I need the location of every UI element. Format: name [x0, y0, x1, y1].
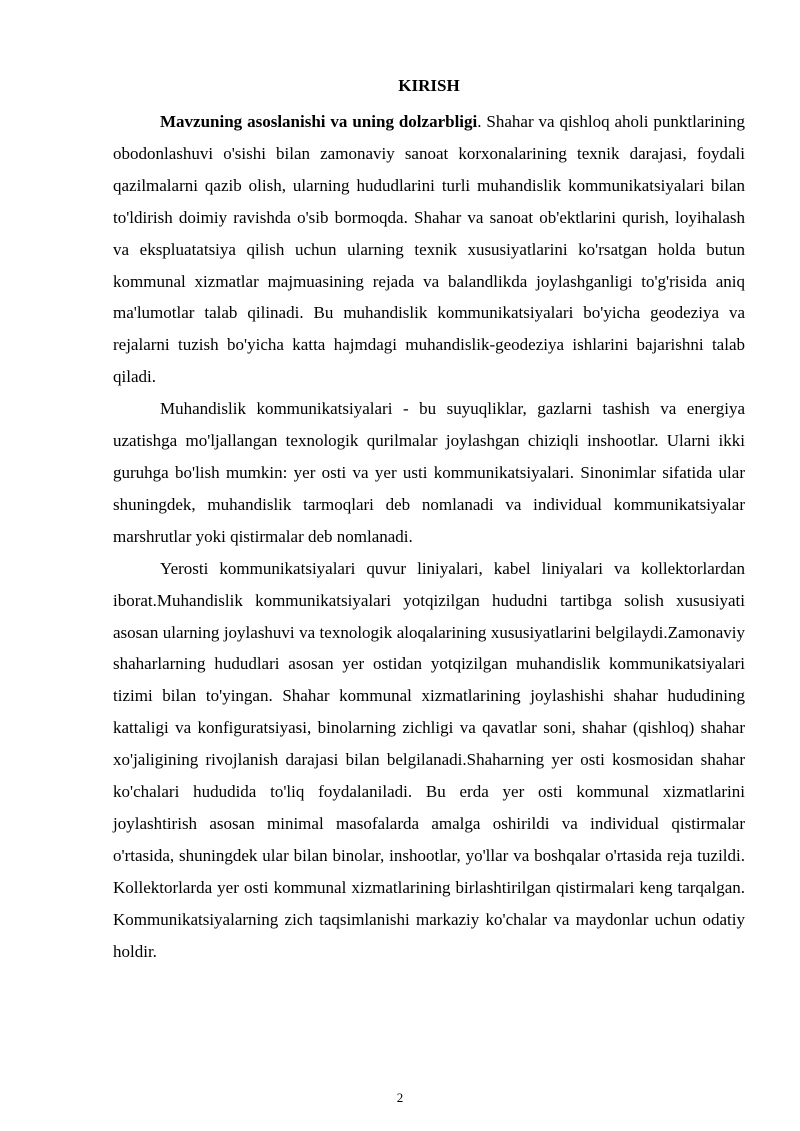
- section-heading: KIRISH: [398, 76, 460, 95]
- paragraph-3-text: Yerosti kommunikatsiyalari quvur liniyalari, kabel liniyalari va kollektorlardan iborat.Muhandislik kommunikatsiyalari yotqizilgan hududni tartibga solish xususiyati asosan ularning joylashuvi va texnologik aloqalarining xususiyatlarini belgilaydi.Zamonaviy shaharlarning hududlari asosan yer ostidan yotqizilgan muhandislik kommunikatsiyalari tizimi bilan to'yingan. Shahar kommunal xizmatlarining joylashishi shahar hududining kattaligi va konfiguratsiyasi, binolarning zichligi va qavatlar soni, shahar (qishloq) shahar xo'jaligining rivojlanish darajasi bilan belgilanadi.Shaharning yer osti kosmosidan shahar ko'chalari hududida to'liq foydalaniladi. Bu erda yer osti kommunal xizmatlarini joylashtirish asosan minimal masofalarda amalga oshirildi va individual qistirmalar o'rtasida, shuningdek ular bilan binolar, inshootlar, yo'llar va boshqalar o'rtasida reja tuzildi. Kollektorlarda yer osti kommunal xizmatlarining birlashtirilgan qistirmalari keng tarqalgan. Kommunikatsiyalarning zich taqsimlanishi markaziy ko'chalar va maydonlar uchun odatiy holdir.: [113, 558, 745, 961]
- paragraph-1-text: . Shahar va qishloq aholi punktlarining obodonlashuvi o'sishi bilan zamonaviy sanoat korxonalarining texnik darajasi, foydali qazilmalarni qazib olish, ularning hududlarini turli muhandislik kommunikatsiyalari bilan to'ldirish doimiy ravishda o'sib bormoqda. Shahar va sanoat ob'ektlarini qurish, loyihalash va ekspluatatsiya qilish uchun ularning texnik xususiyatlarini ko'rsatgan holda butun kommunal xizmatlar majmuasining rejada va balandlikda joylashganligi to'g'risida aniq ma'lumotlar talab qilinadi. Bu muhandislik kommunikatsiyalari bo'yicha geodeziya va rejalarni tuzish bo'yicha katta hajmdagi muhandislik-geodeziya ishlarini bajarishni talab qiladi.: [113, 112, 745, 387]
- paragraph-1: [113, 106, 745, 393]
- paragraph-2: [113, 393, 745, 553]
- page-content: [113, 74, 745, 967]
- page-number: 2: [396, 1090, 404, 1105]
- paragraph-2-text: Muhandislik kommunikatsiyalari - bu suyuqliklar, gazlarni tashish va energiya uzatishga mo'ljallangan texnologik qurilmalar joylashgan chiziqli inshootlar. Ularni ikki guruhga bo'lish mumkin: yer osti va yer usti kommunikatsiyalari. Sinonimlar sifatida ular shuningdek, muhandislik tarmoqlari deb nomlanadi va individual kommunikatsiyalar marshrutlar yoki qistirmalar deb nomlanadi.: [113, 399, 745, 546]
- paragraph-3: [113, 553, 745, 968]
- paragraph-lead-title: Mavzuning asoslanishi va uning dolzarbligi: [160, 112, 478, 131]
